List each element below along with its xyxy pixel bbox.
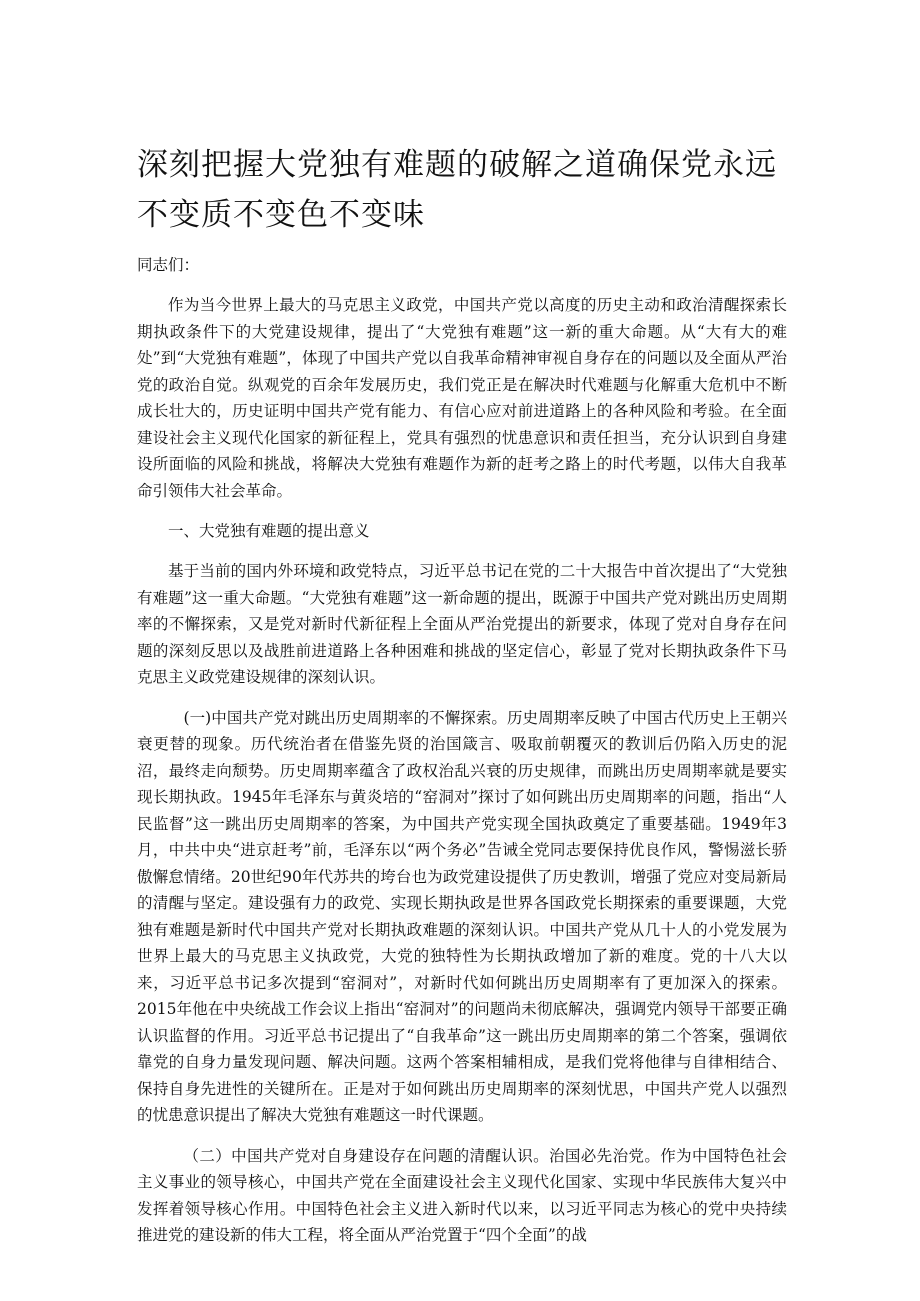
paragraph-subsection-1: (一)中国共产党对跳出历史周期率的不懈探索。历史周期率反映了中国古代历史上王朝兴衰更替的现象。历代统治者在借鉴先贤的治国箴言、吸取前朝覆灭的教训后仍陷入历史的泥沼，最终走向颓势。历史周期率蕴含了政权治乱兴衰的历史规律，而跳出历史周期率就是要实现长期执政。1945年毛泽东与黄炎培的“窑洞对”探讨了如何跳出历史周期率的问题，指出“人民监督”这一跳出历史周期率的答案，为中国共产党实现全国执政奠定了重要基础。1949年3月，中共中央“进京赶考”前，毛泽东以“两个务必”告诫全党同志要保持优良作风，警惕滋长骄傲懈怠情绪。20世纪90年代苏共的垮台也为政党建设提供了历史教训，增强了党应对变局新局的清醒与坚定。建设强有力的政党、实现长期执政是世界各国政党长期探索的重要课题，大党独有难题是新时代中国共产党对长期执政难题的深刻认识。中国共产党从几十人的小党发展为世界上最大的马克思主义执政党，大党的独特性为长期执政增加了新的难度。党的十八大以来，习近平总书记多次提到“窑洞对”，对新时代如何跳出历史周期率有了更加深入的探索。2015年他在中央统战工作会议上指出“窑洞对”的问题尚未彻底解决，强调党内领导干部要正确认识监督的作用。习近平总书记提出了“自我革命”这一跳出历史周期率的第二个答案，强调依靠党的自身力量发现问题、解决问题。这两个答案相辅相成，是我们党将他律与自律相结合、保持自身先进性的关键所在。正是对于如何跳出历史周期率的深刻忧思，中国共产党人以强烈的忧患意识提出了解决大党独有难题这一时代课题。 <box>137 708 787 1124</box>
salutation: 同志们： <box>137 256 200 274</box>
paragraph-section-1: 基于当前的国内外环境和政党特点，习近平总书记在党的二十大报告中首次提出了“大党独有难题”这一重大命题。“大党独有难题”这一新命题的提出，既源于中国共产党对跳出历史周期率的不懈探索，又是党对新时代新征程上全面从严治党提出的新要求，体现了党对自身存在问题的深刻反思以及战胜前进道路上各种困难和挑战的坚定信心，彰显了党对长期执政条件下马克思主义政党建设规律的深刻认识。 <box>137 562 787 686</box>
paragraph-intro: 作为当今世界上最大的马克思主义政党，中国共产党以高度的历史主动和政治清醒探索长期执政条件下的大党建设规律，提出了“大党独有难题”这一新的重大命题。从“大有大的难处”到“大党独有难题”，体现了中国共产党以自我革命精神审视自身存在的问题以及全面从严治党的政治自觉。纵观党的百余年发展历史，我们党正是在解决时代难题与化解重大危机中不断成长壮大的，历史证明中国共产党有能力、有信心应对前进道路上的各种风险和考验。在全面建设社会主义现代化国家的新征程上，党具有强烈的忧患意识和责任担当，充分认识到自身建设所面临的风险和挑战，将解决大党独有难题作为新的赶考之路上的时代考题，以伟大自我革命引领伟大社会革命。 <box>137 296 787 500</box>
paragraph-subsection-2: （二）中国共产党对自身建设存在问题的清醒认识。治国必先治党。作为中国特色社会主义事业的领导核心，中国共产党在全面建设社会主义现代化国家、实现中华民族伟大复兴中发挥着领导核心作用。中国特色社会主义进入新时代以来，以习近平同志为核心的党中央持续推进党的建设新的伟大工程，将全面从严治党置于“四个全面”的战 <box>137 1146 787 1244</box>
document-page <box>137 140 787 1263</box>
document-title: 深刻把握大党独有难题的破解之道确保党永远不变质不变色不变味 <box>137 147 777 233</box>
section-heading-1: 一、大党独有难题的提出意义 <box>168 522 370 540</box>
